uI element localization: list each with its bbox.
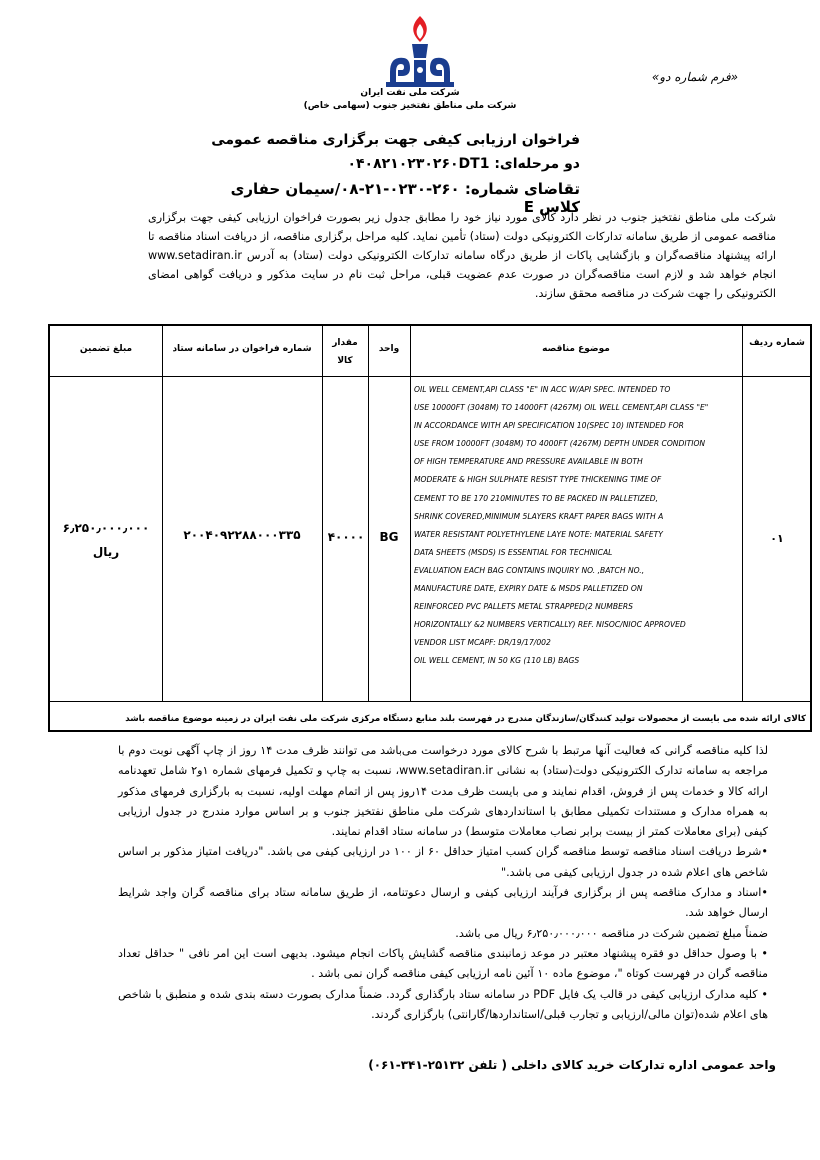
description-line: USE 10000FT (3048M) TO 14000FT (4267M) OIL WELL CEMENT,API CLASS "E" (414, 403, 709, 413)
table-note: کالای ارائه شده می بایست از محصولات تولید کنندگان/سازندگان مندرج در فهرست بلند منابع دستگاه مرکزی شرکت ملی نفت ایران در زمینه موضوع مناقصه باشد (125, 714, 806, 724)
description-line: DATA SHEETS (MSDS) IS ESSENTIAL FOR TECHNICAL (414, 547, 613, 557)
tender-table (48, 324, 812, 732)
description-line: IN ACCORDANCE WITH API SPECIFICATION 10(SPEC 10) INTENDED FOR (414, 421, 684, 431)
header-quantity: مقدار کالا (332, 338, 358, 366)
cell-setad-number: ۲۰۰۴۰۹۲۲۸۸۰۰۰۳۳۵ (183, 528, 301, 542)
header-unit: واحد (378, 344, 400, 354)
description-line: REINFORCED PVC PALLETS METAL STRAPPED(2 NUMBERS (414, 602, 633, 612)
cell-quantity: ۴۰۰۰۰ (327, 530, 365, 544)
description-line: OF HIGH TEMPERATURE AND PRESSURE AVAILABLE IN BOTH (414, 457, 643, 467)
table-divider (50, 701, 810, 702)
header-row-number: شماره ردیف (749, 338, 805, 348)
intro-paragraph: شرکت ملی مناطق نفتخیز جنوب در نظر دارد کالای مورد نیاز خود را مطابق جدول زیر بصورت فراخوان ارزیابی کیفی جهت برگزاری مناقصه عمومی از طریق سامانه تدارکات الکترونیکی دولت (ستاد) تأمین نماید. کلیه مراحل برگزاری مناقصه، از دریافت اسناد مناقصه تا ارائه پیشنهاد مناقصه‌گران و بازگشایی پاکات از طریق درگاه سامانه تدارکات الکترونیکی دولت (ستاد) به آدرس www.setadiran.ir انجام خواهد شد و لازم است مناقصه‌گران در صورت عدم عضویت قبلی، مراحل ثبت نام در سایت مذکور و دریافت گواهی امضای الکترونیکی را جهت شرکت در مناقصه محقق سازند. (148, 211, 776, 300)
description-line: MANUFACTURE DATE, EXPIRY DATE & MSDS PALLETIZED ON (414, 584, 643, 594)
body-paragraph: •شرط دریافت اسناد مناقصه توسط مناقصه گران کسب امتیاز حداقل ۶۰ از ۱۰۰ در ارزیابی کیفی می باشد. "دریافت امتیاز مذکور بر اساس شاخص های اعلام شده در جدول ارزیابی کیفی می باشد." (118, 845, 768, 879)
cell-description (414, 381, 740, 671)
tender-number: دو مرحله‌ای: ۰۴۰۸۲۱۰۲۳۰۲۶۰DT1 (347, 156, 580, 172)
table-divider (410, 326, 411, 702)
table-divider (162, 326, 163, 702)
body-paragraph: • با وصول حداقل دو فقره پیشنهاد معتبر در موعد زمانبندی مناقصه گشایش پاکات انجام میشود. بدیهی است این امر نافی " حداقل تعداد مناقصه گران در فهرست کوتاه "، موضوع ماده ۱۰ آئین نامه ارزیابی کیفی مناقصه گران نمی باشد . (118, 946, 768, 981)
cell-row-number: ۰۱ (770, 532, 784, 545)
header-setad-number: شماره فراخوان در سامانه ستاد (172, 344, 312, 354)
description-line: WATER RESISTANT POLYETHYLENE LAYE NOTE: MATERIAL SAFETY (414, 529, 663, 539)
description-line: EVALUATION EACH BAG CONTAINS INQUIRY NO. ,BATCH NO., (414, 565, 645, 575)
page-title: فراخوان ارزیابی کیفی جهت برگزاری مناقصه عمومی (211, 132, 580, 148)
description-line: USE FROM 10000FT (3048M) TO 4000FT (4267M) DEPTH UNDER CONDITION (414, 439, 706, 449)
description-line: HORIZONTALLY &2 NUMBERS VERTICALLY) REF. NISOC/NIOC APPROVED (414, 620, 686, 630)
description-line: MODERATE & HIGH SULPHATE RESIST TYPE THICKENING TIME OF (414, 475, 662, 485)
header-guarantee: مبلغ تضمین (79, 344, 133, 354)
body-paragraph: •اسناد و مدارک مناقصه پس از برگزاری فرآیند ارزیابی کیفی و ارسال دعوتنامه، از طریق سامانه ستاد برای مناقصه گران واجد شرایط ارسال خواهد شد. (118, 886, 768, 920)
body-text (118, 741, 768, 1025)
body-paragraph: لذا کلیه مناقصه گرانی که فعالیت آنها مرتبط با شرح کالای مورد درخواست می‌باشد می توانند ظرف مدت ۱۴ روز از چاپ آگهی نوبت دوم با مراجعه به سامانه تدارک الکترونیکی دولت(ستاد) به نشانی www.setadiran.ir، نسبت به چاپ و تکمیل فرمهای شماره ۱و۲ شامل تعهدنامه ارائه کالا و خدمات پس از فروش، اقدام نمایند و می بایست ظرف مدت ۱۴روز پس از اتمام مهلت اولیه، نسبت به بارگزاری فرمهای مذکور به همراه مدارک و مستندات تکمیلی مطابق با استانداردهای شرکت ملی مناطق نفتخیز جنوب و بر اساس موارد مندرج در جدول ارزیابی کیفی (برای معاملات کمتر از بیست برابر نصاب معاملات متوسط) در سامانه ستاد اقدام نمایند. (118, 744, 768, 839)
description-line: SHRINK COVERED,MINIMUM 5LAYERS KRAFT PAPER BAGS WITH A (414, 511, 664, 521)
body-paragraph: ضمناً مبلغ تضمین شرکت در مناقصه ۶٫۲۵۰٫۰۰۰٫۰۰۰ ریال می باشد. (455, 926, 768, 940)
description-line: OIL WELL CEMENT, IN 50 KG (110 LB) BAGS (414, 656, 580, 666)
form-number: «فرم شماره دو» (651, 70, 738, 84)
footer-contact: واحد عمومی اداره تدارکات خرید کالای داخلی ( تلفن ۲۵۱۳۲-۳۴۱-۰۶۱) (368, 1058, 776, 1072)
description-line: VENDOR LIST MCAPF: DR/19/17/002 (414, 638, 551, 648)
company-subsidiary: شرکت ملی مناطق نفتخیز جنوب (سهامی خاص) (303, 101, 517, 111)
cell-unit: BG (379, 530, 399, 544)
header-subject: موضوع مناقصه (542, 344, 610, 354)
description-line: CEMENT TO BE 170 210MINUTES TO BE PACKED IN PALLETIZED, (414, 493, 659, 503)
table-divider (368, 326, 369, 702)
table-divider (322, 326, 323, 702)
guarantee-unit: ریال (92, 545, 120, 559)
nioc-logo-icon (380, 12, 460, 92)
guarantee-amount: ۶٫۲۵۰٫۰۰۰٫۰۰۰ (62, 521, 150, 535)
table-divider (50, 376, 810, 377)
body-paragraph: • کلیه مدارک ارزیابی کیفی در قالب یک فایل PDF در سامانه ستاد بارگذاری گردد. ضمناً مدارک بصورت دسته بندی شده و منطبق با شاخص های اعلام شده(توان مالی/ارزیابی و تجارب قبلی/استانداردها/گارانتی) بارگزاری گردند. (118, 987, 769, 1021)
cell-guarantee (54, 516, 158, 564)
description-line: OIL WELL CEMENT,API CLASS "E" IN ACC W/API SPEC. INTENDED TO (414, 385, 671, 394)
table-divider (742, 326, 743, 702)
request-number: تقاضای شماره: ۲۶۰-۰۲۳۰-۲۱-۰۸/سیمان حفاری کلاس E (230, 180, 580, 216)
company-name: شرکت ملی نفت ایران (360, 88, 460, 98)
